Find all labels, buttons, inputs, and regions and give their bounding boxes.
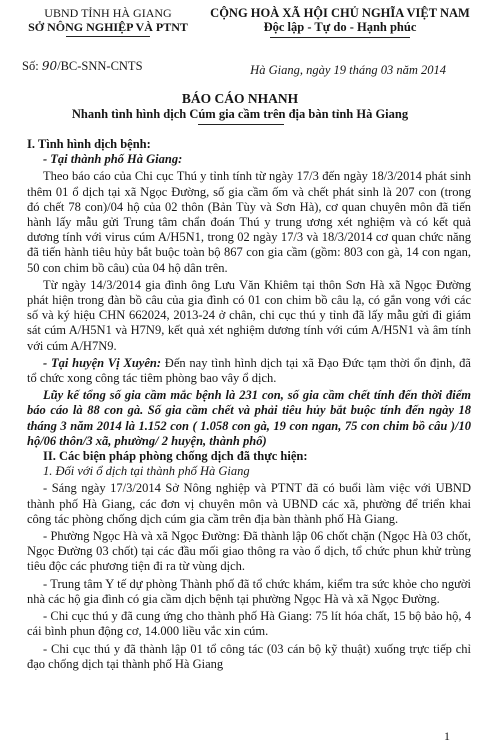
measure-item: - Trung tâm Y tế dự phòng Thành phố đã tổ chức khám, kiểm tra sức khỏe cho người nhà các hộ gia đình có gia cầm dịch bệnh tại phường Ngọc Hà và xã Ngọc Đường. [27,576,471,606]
department-name: SỞ NÔNG NGHIỆP VÀ PTNT [28,20,188,34]
number-suffix: /BC-SNN-CNTS [57,59,143,73]
measure-item: - Chi cục thú y đã thành lập 01 tổ công tác (03 cán bộ kỹ thuật) xuống trực tiếp chỉ đạo chống dịch tại thành phố Hà Giang [27,641,471,671]
number-prefix: Số: [22,59,39,73]
subsection-1-heading: 1. Đối với ổ dịch tại thành phố Hà Giang [43,464,250,479]
page-number: 1 [444,729,450,743]
pigeon-case-paragraph: Từ ngày 14/3/2014 gia đình ông Lưu Văn Khiêm tại thôn Sơn Hà xã Ngọc Đường phát hiện trong đàn bồ câu của gia đình có 01 con chim bồ câu lạ, có gắn vong với các số và ký hiệu CHN 662024, 2013-24 ở chân, chi cục thú y tỉnh đã lấy mẫu gửi đi giám sát cúm A/H5N1 và H7N9, kết quả xét nghiệm dương tính với cúm A/H5N1 và âm tính với cúm A/H7N9. [27,277,471,353]
subtitle-underline [198,124,284,125]
district-location-label: - Tại huyện Vị Xuyên: [43,355,161,370]
report-body [27,137,471,672]
motto-underline [270,37,410,38]
city-outbreak-paragraph: Theo báo cáo của Chi cục Thú y tỉnh tính từ ngày 17/3 đến ngày 18/3/2014 phát sinh thêm 01 ổ dịch tại xã Ngọc Đường, số gia cầm ốm và chết phát sinh là 207 con (trong đó chết 78 con)/04 hộ của 02 thôn (Bản Tùy và Sơn Hà), cơ quan chuyên môn đã tiến hành lấy mẫu gửi Trung tâm chẩn đoán Thú y trung ương xét nghiệm và có kết quả dương tính với virus cúm A/H5N1, trong 02 ngày 17/3 và 18/3/2014 cơ quan chức năng đã tiến hành tiêu hủy bắt buộc toàn bộ 867 con gia cầm (gồm: 803 con gà, 14 con ngan, 50 con chim bồ câu) của 04 hộ dân trên. [27,169,471,275]
national-motto: Độc lập - Tự do - Hạnh phúc [263,20,417,34]
document-title: BÁO CÁO NHANH [181,91,299,106]
number-value: 90 [41,59,58,73]
measure-item: - Phường Ngọc Hà và xã Ngọc Đường: Đã thành lập 06 chốt chặn (Ngọc Hà 03 chốt, Ngọc Đường 03 chốt) tại các đầu mối giao thông ra vào ổ dịch, tổ chức phun khử trùng tiêu độc các phương tiện đi ra từ vùng dịch. [27,529,471,574]
document-number [22,59,143,74]
section-1-heading: I. Tình hình dịch bệnh: [27,137,151,151]
national-header-block [206,6,474,38]
measure-item: - Sáng ngày 17/3/2014 Sở Nông nghiệp và PTNT đã có buổi làm việc với UBND thành phố Hà Giang, các đơn vị chuyên môn và UBND các xã, phường để triển khai công tác phòng chống dịch cúm gia cầm trên địa bàn thành phố Hà Giang. [27,481,471,526]
district-status-text: Đến nay tình hình dịch tại xã Đạo Đức tạm thời ổn định, đã tổ chức xong công tác tiêm phòng bao vây ổ dịch. [27,355,471,386]
district-paragraph [27,356,471,386]
agency-name: UBND TỈNH HÀ GIANG [44,6,172,20]
measure-item: - Chi cục thú y đã cung ứng cho thành phố Hà Giang: 75 lít hóa chất, 15 bộ bảo hộ, 4 cái bình phun động cơ, 14.000 liều vắc xin cúm. [27,609,471,639]
document-date: Hà Giang, ngày 19 tháng 03 năm 2014 [250,63,446,77]
section-2-heading: II. Các biện pháp phòng chống dịch đã thực hiện: [43,449,308,464]
cumulative-summary: Lũy kế tổng số gia cầm mắc bệnh là 231 con, số gia cầm chết tính đến thời điểm báo cáo là 88 con gà. Số gia cầm chết và phải tiêu hủy bắt buộc tính đến ngày 18 tháng 3 năm 2014 là 1.152 con ( 1.058 con gà, 19 con ngan, 75 con chim bồ câu )/10 hộ/06 thôn/3 xã, phường/ 2 huyện, thành phố) [27,388,471,448]
document-subtitle: Nhanh tình hình dịch Cúm gia cầm trên địa bàn tỉnh Hà Giang [71,107,409,121]
nation-name: CỘNG HOÀ XÃ HỘI CHỦ NGHĨA VIỆT NAM [210,6,470,20]
issuing-agency-block [8,6,208,37]
agency-underline [66,36,150,37]
city-location-label: - Tại thành phố Hà Giang: [43,152,183,167]
